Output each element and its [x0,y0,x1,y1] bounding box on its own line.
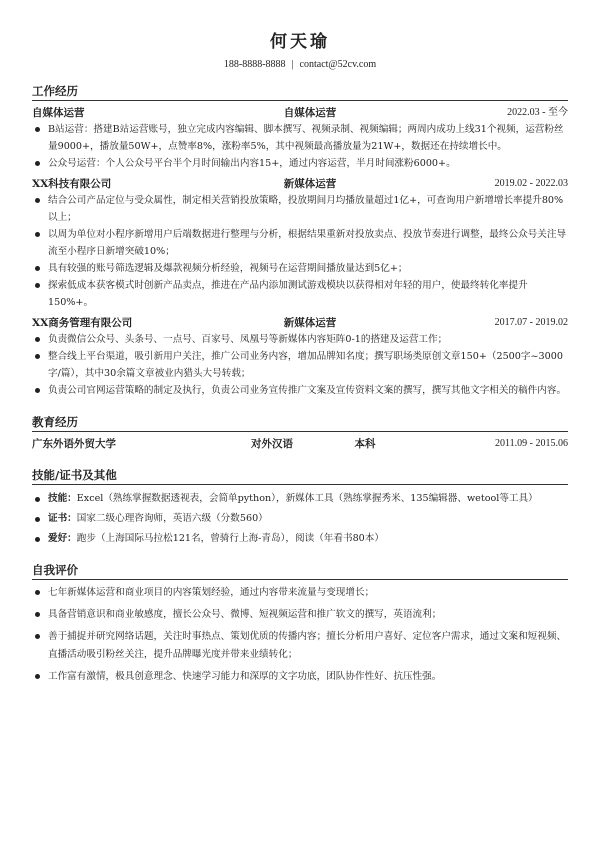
list-item [32,529,568,549]
work-bullet-list [32,121,568,172]
phone-number: 188-8888-8888 [223,59,286,70]
job-role: 新媒体运营 [283,317,337,329]
bullet-text: 七年新媒体运营和商业项目的内容策划经验，通过内容带来流量与变现增长； [48,587,375,598]
education-period: 2011.09 - 2015.06 [495,438,568,449]
list-item [32,382,568,399]
work-bullet-list [32,331,568,399]
bullet-icon [35,497,40,502]
list-item [32,192,568,226]
list-item [32,509,568,529]
bullet-text: 具有较强的账号筛选逻辑及爆款视频分析经验，视频号在运营期间播放量达到5亿+； [48,263,408,274]
bullet-icon [35,354,40,359]
bullet-text: 探索低成本获客模式时创新产品卖点，推进在产品内添加测试游戏模块以获得相对年轻的用户，使最终转化率提升150%+。 [48,280,528,308]
bullet-text: 工作富有激情，极具创意理念、快速学习能力和深厚的文字功底，团队协作性好、抗压性强。 [48,671,442,682]
work-entry-header [32,176,568,192]
contact-line [32,58,568,72]
bullet-text: 公众号运营：个人公众号平台半个月时间输出内容15+，通过内容运营，半月时间涨粉6000+。 [48,158,456,169]
bullet-icon [35,161,40,166]
list-item [32,668,568,686]
degree: 本科 [354,438,376,450]
job-role: 自媒体运营 [283,107,337,119]
email-address: contact@52cv.com [299,59,377,70]
skill-label: 爱好： [48,533,77,544]
skill-text: 国家二级心理咨询师，英语六级（分数560） [76,513,268,524]
skill-label: 证书： [48,513,77,524]
job-period: 2019.02 - 2022.03 [494,178,568,189]
work-section [32,82,568,399]
list-item [32,489,568,509]
evaluation-list [32,584,568,686]
bullet-icon [35,674,40,679]
evaluation-section [32,561,568,686]
list-item [32,277,568,311]
job-role: 新媒体运营 [283,178,337,190]
bullet-icon [35,537,40,542]
list-item [32,606,568,624]
bullet-text: 结合公司产品定位与受众属性，制定相关营销投放策略，投放期间月均播放量超过1亿+，可查询用户新增增长率提升80%以上； [48,195,564,223]
bullet-icon [35,612,40,617]
work-bullet-list [32,192,568,311]
list-item [32,584,568,602]
candidate-name: 何天瑜 [270,32,330,52]
job-period: 2022.03 - 至今 [507,107,568,118]
company-name: XX商务管理有限公司 [32,317,133,329]
work-entry-header [32,105,568,121]
bullet-icon [35,232,40,237]
bullet-text: 具备营销意识和商业敏感度，擅长公众号、微博、短视频运营和推广软文的撰写，英语流利； [48,609,442,620]
bullet-text: 负责公司官网运营策略的制定及执行，负责公司业务宣传推广文案及宣传资料文案的撰写，撰写其他文字相关的稿件内容。 [48,385,567,396]
bullet-icon [35,283,40,288]
skills-section [32,466,568,549]
bullet-text: 整合线上平台渠道，吸引新用户关注，推广公司业务内容，增加品牌知名度；撰写职场类原创文章150+（2500字~3000字/篇），其中30余篇文章被业内猎头大号转载； [48,351,563,379]
work-section-title: 工作经历 [32,82,568,101]
list-item [32,155,568,172]
bullet-text: 负责微信公众号、头条号、一点号、百家号、凤凰号等新媒体内容矩阵0-1的搭建及运营工作； [48,334,448,345]
list-item [32,260,568,277]
bullet-icon [35,266,40,271]
job-period: 2017.07 - 2019.02 [494,317,568,328]
list-item [32,628,568,664]
work-entry-header [32,315,568,331]
bullet-icon [35,337,40,342]
list-item [32,331,568,348]
bullet-icon [35,198,40,203]
evaluation-section-title: 自我评价 [32,561,568,580]
skills-list [32,489,568,549]
bullet-text: 以周为单位对小程序新增用户后端数据进行整理与分析，根据结果重新对投放卖点、投放节奏进行调整，最终公众号关注导流至小程序日新增突破10%； [48,229,567,257]
bullet-icon [35,517,40,522]
resume-page [32,0,568,686]
contact-separator: | [291,59,294,70]
education-section-title: 教育经历 [32,413,568,432]
skill-label: 技能： [48,493,77,504]
skill-text: Excel（熟练掌握数据透视表，会简单python），新媒体工具（熟练掌握秀米、135编辑器、wetool等工具） [76,493,538,504]
company-name: 自媒体运营 [32,107,85,119]
bullet-text: 善于捕捉并研究网络话题，关注时事热点、策划优质的传播内容；擅长分析用户喜好、定位客户需求，通过文案和短视频、直播活动吸引粉丝关注，提升品牌曝光度并带来业绩转化； [48,631,567,660]
bullet-icon [35,634,40,639]
list-item [32,226,568,260]
bullet-icon [35,127,40,132]
list-item [32,348,568,382]
bullet-text: B站运营：搭建B站运营账号，独立完成内容编辑、脚本撰写、视频录制、视频编辑；两周内成功上线31个视频，运营粉丝量9000+，播放量50W+，点赞率8%，涨粉率5%，其中视频最高播放量为21W+，数据还在持续增长中。 [48,124,564,152]
skills-section-title: 技能/证书及其他 [32,466,568,485]
bullet-icon [35,388,40,393]
education-section [32,413,568,452]
skill-text: 跑步（上海国际马拉松121名，曾骑行上海-青岛），阅读（年看书80本） [76,533,384,544]
bullet-icon [35,590,40,595]
company-name: XX科技有限公司 [32,178,112,190]
major: 对外汉语 [251,438,293,450]
school-name: 广东外语外贸大学 [32,438,116,450]
list-item [32,121,568,155]
education-entry-header [32,436,568,452]
